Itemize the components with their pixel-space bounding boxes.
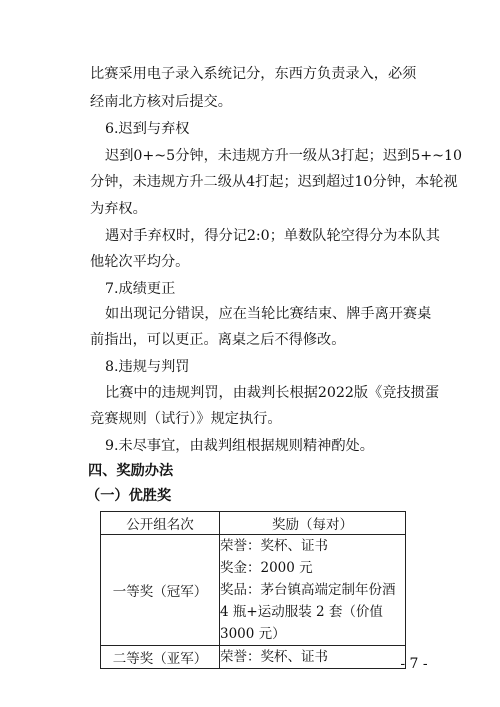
paragraph-entry-line-1: 比赛采用电子录入系统记分，东西方负责录入，必须	[90, 66, 417, 82]
header-group-rank: 公开组名次	[101, 512, 220, 535]
section-subtitle-winner-award: （一）优胜奖	[86, 488, 172, 504]
paragraph-forfeit-line-2: 他轮次平均分。	[90, 254, 190, 270]
table-row	[101, 535, 406, 646]
header-award: 奖励（每对）	[220, 512, 406, 535]
paragraph-entry-line-2: 经南北方核对后提交。	[90, 94, 232, 110]
table-row	[101, 646, 406, 669]
heading-late-forfeit: 6.迟到与弃权	[105, 121, 190, 137]
rank-first: 一等奖（冠军）	[101, 535, 220, 646]
paragraph-late-line-1: 迟到0+~5分钟，未违规方升一级从3打起；迟到5+~10	[105, 148, 463, 164]
awards-table-header-row	[101, 512, 406, 535]
section-title-awards: 四、奖励办法	[88, 463, 174, 479]
paragraph-violations-line-1: 比赛中的违规判罚，由裁判长根据2022版《竞技掼蛋	[105, 385, 440, 401]
paragraph-other-matters: 9.未尽事宜，由裁判组根据规则精神酌处。	[105, 438, 374, 454]
heading-violations: 8.违规与判罚	[105, 359, 190, 375]
paragraph-late-line-2: 分钟，未违规方升二级从4打起；迟到超过10分钟，本轮视	[90, 174, 458, 190]
prize-first-money: 奖金：2000 元	[220, 560, 313, 576]
paragraph-forfeit-line-1: 遇对手弃权时，得分记2:0；单数队轮空得分为本队其	[105, 228, 440, 244]
paragraph-correction-line-1: 如出现记分错误，应在当轮比赛结束、牌手离开赛桌	[105, 306, 432, 322]
page-number: - 7 -	[400, 656, 428, 672]
paragraph-correction-line-2: 前指出，可以更正。离桌之后不得修改。	[90, 332, 346, 348]
awards-table	[100, 511, 406, 669]
prize-first	[220, 535, 406, 646]
heading-score-correction: 7.成绩更正	[105, 281, 176, 297]
paragraph-violations-line-2: 竞赛规则（试行）》规定执行。	[90, 411, 282, 427]
prize-first-honor: 荣誉：奖杯、证书	[220, 538, 328, 554]
rank-second: 二等奖（亚军）	[101, 646, 220, 669]
prize-second-honor: 荣誉：奖杯、证书	[220, 649, 328, 665]
prize-first-goods: 奖品：茅台镇高端定制年份酒 4 瓶+运动服装 2 套（价值 3000 元）	[220, 582, 396, 642]
prize-second	[220, 646, 406, 669]
paragraph-late-line-3: 为弃权。	[90, 201, 147, 217]
